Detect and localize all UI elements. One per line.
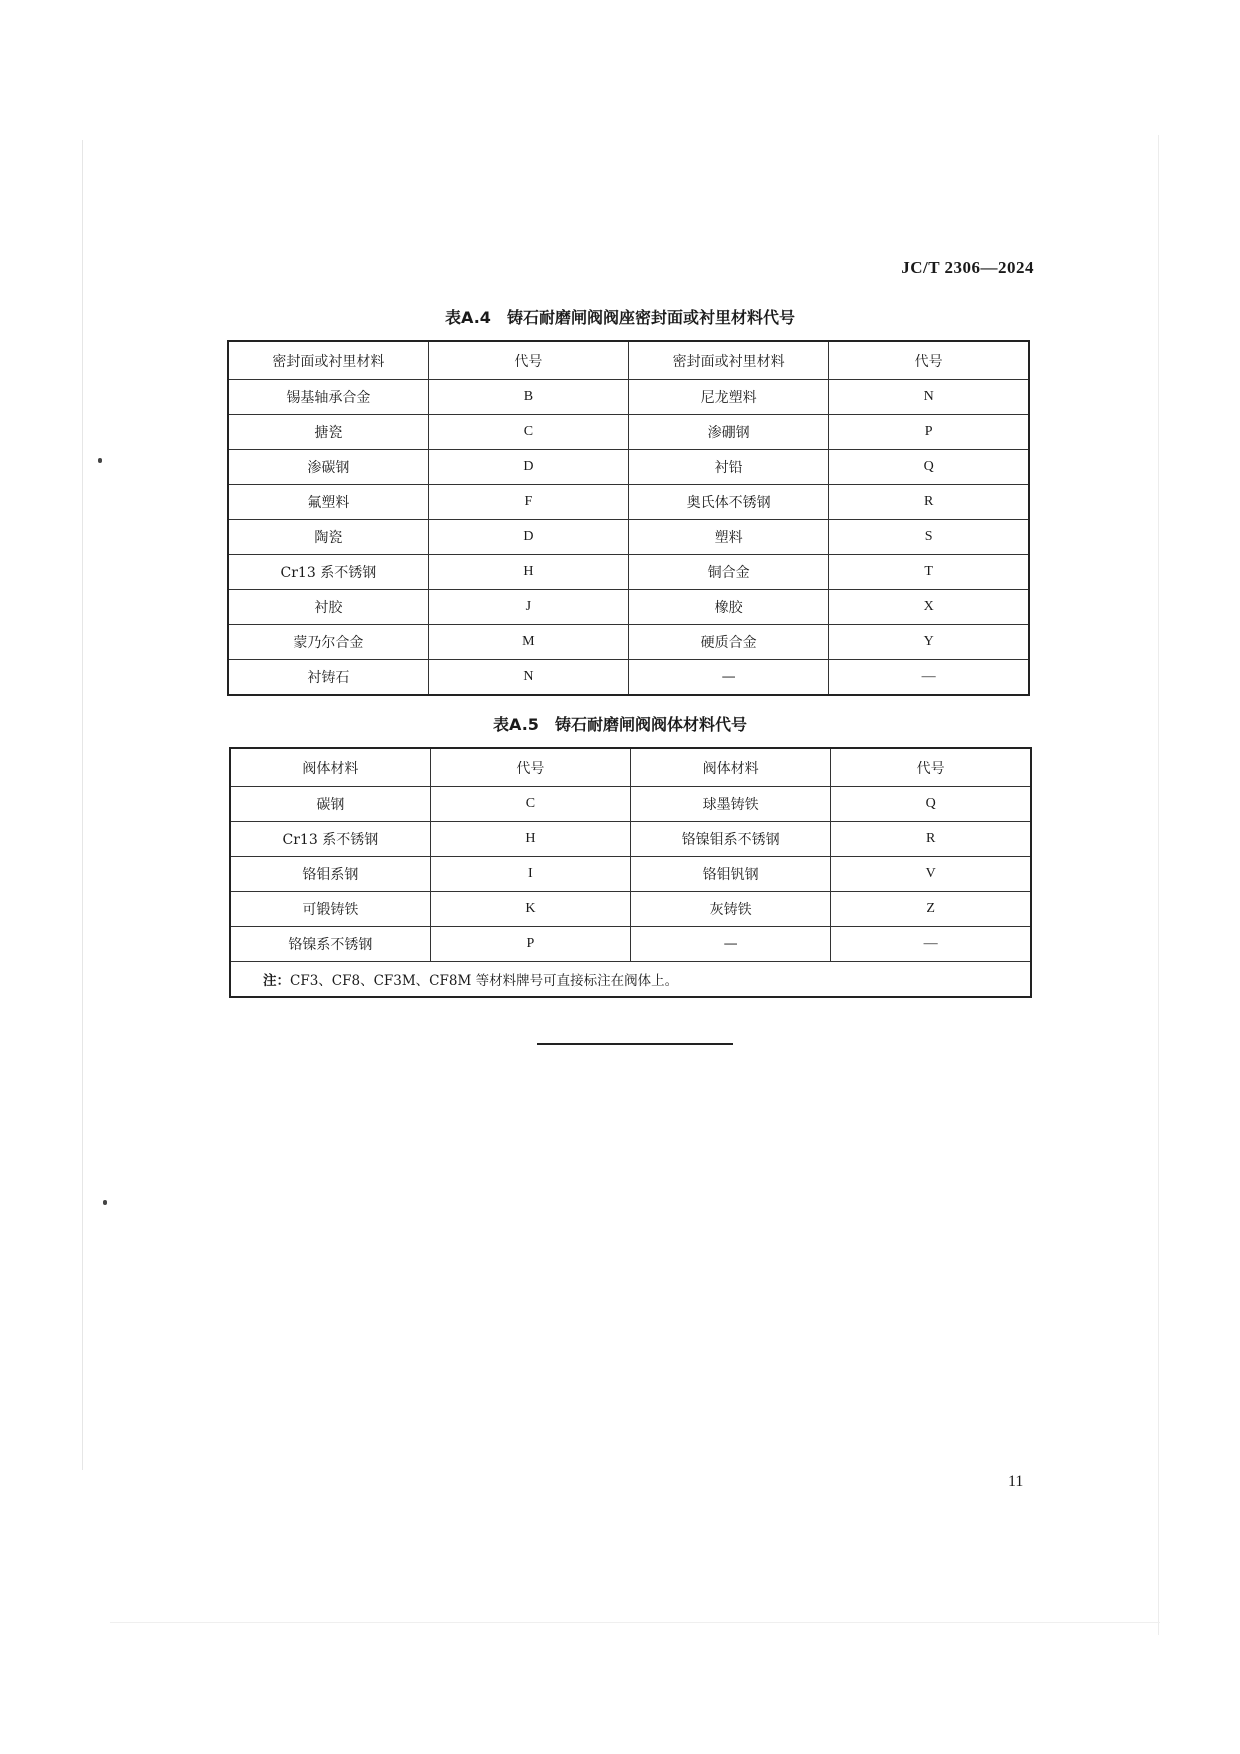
- table-row: [228, 380, 1029, 415]
- header-cell: 密封面或衬里材料: [629, 341, 829, 380]
- material-cell: 硬质合金: [629, 625, 829, 660]
- table-row: [228, 590, 1029, 625]
- note-text: CF3、CF8、CF3M、CF8M 等材料牌号可直接标注在阀体上。: [290, 973, 679, 989]
- material-cell: 奥氏体不锈钢: [629, 485, 829, 520]
- code-cell: C: [430, 787, 630, 822]
- material-cell: 铬镍钼系不锈钢: [631, 822, 831, 857]
- material-cell: Cr13 系不锈钢: [230, 822, 430, 857]
- material-cell: 橡胶: [629, 590, 829, 625]
- scan-speck: [98, 458, 102, 463]
- code-cell: Y: [829, 625, 1029, 660]
- code-cell: M: [428, 625, 628, 660]
- code-cell: F: [428, 485, 628, 520]
- table-a4-number: 表A.4: [445, 308, 491, 327]
- code-cell: —: [831, 927, 1031, 962]
- code-cell: N: [428, 660, 628, 696]
- code-cell: D: [428, 450, 628, 485]
- table-row: [230, 857, 1031, 892]
- code-cell: R: [831, 822, 1031, 857]
- header-cell: 代号: [829, 341, 1029, 380]
- material-cell: 尼龙塑料: [629, 380, 829, 415]
- material-cell: 衬胶: [228, 590, 428, 625]
- header-cell: 阀体材料: [631, 748, 831, 787]
- code-cell: J: [428, 590, 628, 625]
- material-cell: 衬铸石: [228, 660, 428, 696]
- material-cell: 塑料: [629, 520, 829, 555]
- table-row: [230, 892, 1031, 927]
- page-number: 11: [1008, 1473, 1024, 1490]
- material-cell: 铬钼系钢: [230, 857, 430, 892]
- material-cell: 氟塑料: [228, 485, 428, 520]
- table-row: [230, 927, 1031, 962]
- material-cell: 锡基轴承合金: [228, 380, 428, 415]
- code-cell: D: [428, 520, 628, 555]
- material-cell: 搪瓷: [228, 415, 428, 450]
- table-a5-number: 表A.5: [493, 715, 539, 734]
- table-header-row: [230, 748, 1031, 787]
- code-cell: C: [428, 415, 628, 450]
- standard-number: JC/T 2306—2024: [901, 258, 1034, 277]
- table-row: [228, 485, 1029, 520]
- table-a5-caption: [0, 712, 1240, 735]
- code-cell: R: [829, 485, 1029, 520]
- material-cell: 陶瓷: [228, 520, 428, 555]
- code-cell: S: [829, 520, 1029, 555]
- material-cell: 渗碳钢: [228, 450, 428, 485]
- end-of-section-rule: [537, 1043, 733, 1045]
- scan-speck: [103, 1200, 107, 1205]
- code-cell: P: [829, 415, 1029, 450]
- material-cell: 灰铸铁: [631, 892, 831, 927]
- code-cell: X: [829, 590, 1029, 625]
- material-cell: 铜合金: [629, 555, 829, 590]
- material-cell: 铬镍系不锈钢: [230, 927, 430, 962]
- material-cell: —: [629, 660, 829, 696]
- code-cell: I: [430, 857, 630, 892]
- code-cell: Z: [831, 892, 1031, 927]
- header-cell: 密封面或衬里材料: [228, 341, 428, 380]
- code-cell: P: [430, 927, 630, 962]
- code-cell: H: [428, 555, 628, 590]
- table-note-row: [230, 962, 1031, 998]
- material-cell: —: [631, 927, 831, 962]
- table-row: [228, 660, 1029, 696]
- scan-edge-bottom: [110, 1622, 1160, 1623]
- material-cell: 球墨铸铁: [631, 787, 831, 822]
- header-cell: 代号: [831, 748, 1031, 787]
- material-cell: 蒙乃尔合金: [228, 625, 428, 660]
- material-cell: Cr13 系不锈钢: [228, 555, 428, 590]
- material-cell: 渗硼钢: [629, 415, 829, 450]
- table-a4: [227, 340, 1030, 696]
- table-a4-caption: [0, 305, 1240, 328]
- table-row: [228, 450, 1029, 485]
- table-row: [228, 625, 1029, 660]
- scan-edge-right: [1158, 135, 1159, 1635]
- code-cell: —: [829, 660, 1029, 696]
- material-cell: 衬铅: [629, 450, 829, 485]
- table-row: [228, 555, 1029, 590]
- scan-edge-left: [82, 140, 83, 1470]
- code-cell: T: [829, 555, 1029, 590]
- table-a5-title: 铸石耐磨闸阀阀体材料代号: [554, 715, 747, 734]
- note-label: 注：: [263, 973, 290, 989]
- table-row: [228, 415, 1029, 450]
- table-row: [228, 520, 1029, 555]
- header-cell: 阀体材料: [230, 748, 430, 787]
- code-cell: B: [428, 380, 628, 415]
- code-cell: Q: [831, 787, 1031, 822]
- code-cell: H: [430, 822, 630, 857]
- material-cell: 碳钢: [230, 787, 430, 822]
- table-row: [230, 787, 1031, 822]
- material-cell: 可锻铸铁: [230, 892, 430, 927]
- code-cell: N: [829, 380, 1029, 415]
- table-row: [230, 822, 1031, 857]
- material-cell: 铬钼钒钢: [631, 857, 831, 892]
- code-cell: V: [831, 857, 1031, 892]
- table-header-row: [228, 341, 1029, 380]
- header-cell: 代号: [430, 748, 630, 787]
- table-note: [230, 962, 1031, 998]
- header-cell: 代号: [428, 341, 628, 380]
- code-cell: K: [430, 892, 630, 927]
- code-cell: Q: [829, 450, 1029, 485]
- table-a4-title: 铸石耐磨闸阀阀座密封面或衬里材料代号: [506, 308, 795, 327]
- table-a5: [229, 747, 1032, 998]
